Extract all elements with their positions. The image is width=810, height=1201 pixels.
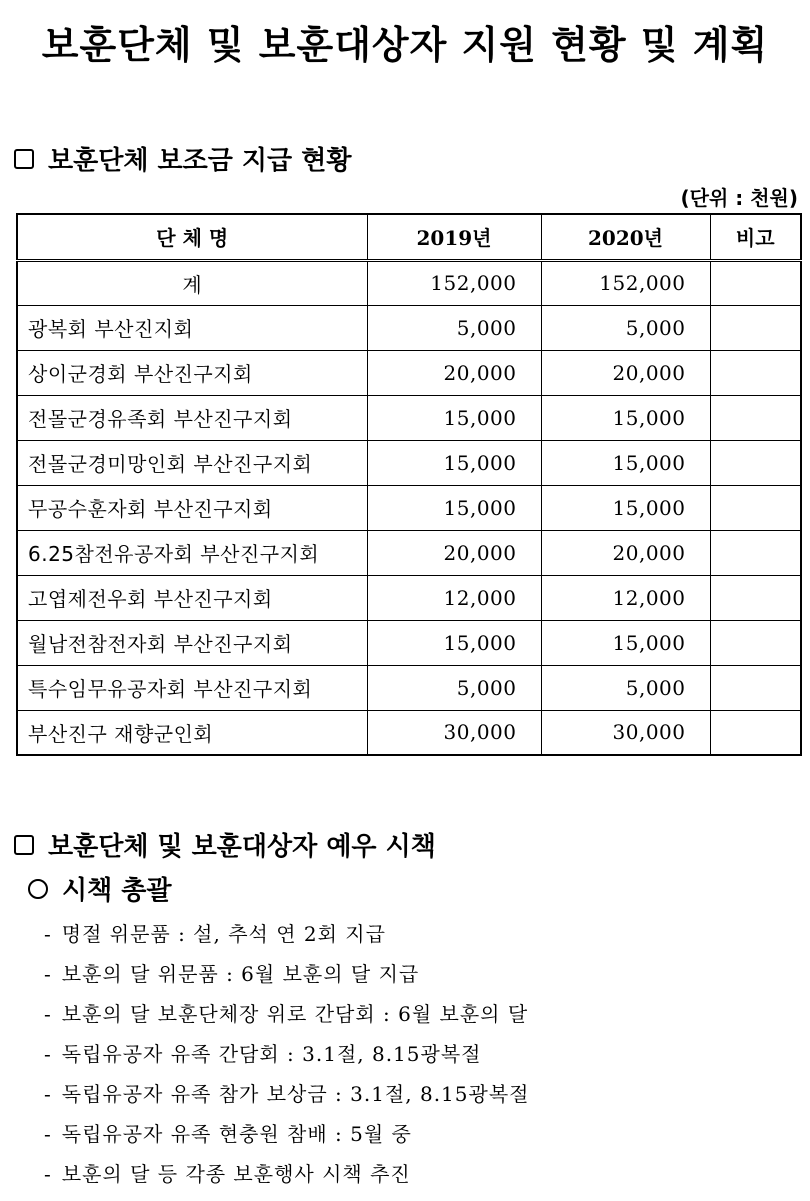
- note-cell: [710, 620, 801, 665]
- amount-2019: 15,000: [367, 440, 541, 485]
- list-item-text: 독립유공자 유족 현충원 참배 : 5월 중: [61, 1122, 412, 1146]
- note-cell: [710, 485, 801, 530]
- list-item-text: 명절 위문품 : 설, 추석 연 2회 지급: [61, 922, 386, 946]
- amount-2019: 15,000: [367, 395, 541, 440]
- dash-bullet-icon: -: [44, 1002, 52, 1026]
- amount-2020: 15,000: [541, 620, 710, 665]
- org-name: 고엽제전우회 부산진구지회: [17, 575, 367, 620]
- note-cell: [710, 530, 801, 575]
- header-2020: 2020년: [541, 214, 710, 260]
- amount-2019: 12,000: [367, 575, 541, 620]
- list-item: [44, 994, 529, 1034]
- amount-2020: 5,000: [541, 305, 710, 350]
- dash-bullet-icon: -: [44, 962, 52, 986]
- amount-2019: 15,000: [367, 485, 541, 530]
- dash-bullet-icon: -: [44, 1042, 52, 1066]
- org-name: 월남전참전자회 부산진구지회: [17, 620, 367, 665]
- note-cell: [710, 665, 801, 710]
- list-item-text: 보훈의 달 등 각종 보훈행사 시책 추진: [61, 1162, 411, 1186]
- checkbox-square-icon: [14, 835, 34, 855]
- table-row: [17, 350, 801, 395]
- org-name: 전몰군경미망인회 부산진구지회: [17, 440, 367, 485]
- table-row: [17, 665, 801, 710]
- total-note: [710, 260, 801, 305]
- org-name: 상이군경회 부산진구지회: [17, 350, 367, 395]
- amount-2019: 30,000: [367, 710, 541, 755]
- table-row: [17, 620, 801, 665]
- org-name: 광복회 부산진지회: [17, 305, 367, 350]
- table-row: [17, 530, 801, 575]
- list-item: [44, 1074, 529, 1114]
- table-row: [17, 710, 801, 755]
- amount-2020: 20,000: [541, 350, 710, 395]
- subsidy-table: [16, 213, 802, 756]
- amount-2020: 30,000: [541, 710, 710, 755]
- amount-2020: 20,000: [541, 530, 710, 575]
- amount-2019: 15,000: [367, 620, 541, 665]
- list-item: [44, 954, 529, 994]
- amount-2020: 15,000: [541, 440, 710, 485]
- header-2019: 2019년: [367, 214, 541, 260]
- circle-bullet-icon: [28, 879, 48, 899]
- amount-2020: 15,000: [541, 395, 710, 440]
- unit-note: (단위 : 천원): [680, 186, 798, 210]
- sub-heading-policy-summary: [28, 870, 172, 907]
- note-cell: [710, 575, 801, 620]
- amount-2019: 20,000: [367, 350, 541, 395]
- policy-item-list: [44, 914, 529, 1194]
- sub-heading-label: 시책 총괄: [62, 876, 172, 906]
- org-name: 무공수훈자회 부산진구지회: [17, 485, 367, 530]
- org-name: 전몰군경유족회 부산진구지회: [17, 395, 367, 440]
- table-row: [17, 395, 801, 440]
- table-row: [17, 485, 801, 530]
- section-heading-policy: [14, 826, 436, 863]
- page-title: 보훈단체 및 보훈대상자 지원 현황 및 계획: [41, 23, 769, 67]
- org-name: 6.25참전유공자회 부산진구지회: [17, 530, 367, 575]
- table-total-row: [17, 260, 801, 305]
- checkbox-square-icon: [14, 149, 34, 169]
- list-item-text: 독립유공자 유족 참가 보상금 : 3.1절, 8.15광복절: [61, 1082, 530, 1106]
- list-item-text: 보훈의 달 보훈단체장 위로 간담회 : 6월 보훈의 달: [61, 1002, 529, 1026]
- note-cell: [710, 440, 801, 485]
- total-label: 계: [17, 260, 367, 305]
- header-org-name: 단 체 명: [17, 214, 367, 260]
- amount-2020: 15,000: [541, 485, 710, 530]
- list-item-text: 독립유공자 유족 간담회 : 3.1절, 8.15광복절: [61, 1042, 482, 1066]
- note-cell: [710, 305, 801, 350]
- section-heading-policy-label: 보훈단체 및 보훈대상자 예우 시책: [48, 832, 436, 862]
- table-row: [17, 575, 801, 620]
- amount-2019: 5,000: [367, 305, 541, 350]
- amount-2020: 5,000: [541, 665, 710, 710]
- section-heading-subsidy-label: 보훈단체 보조금 지급 현황: [48, 146, 352, 176]
- note-cell: [710, 395, 801, 440]
- table-row: [17, 440, 801, 485]
- list-item: [44, 914, 529, 954]
- list-item: [44, 1034, 529, 1074]
- dash-bullet-icon: -: [44, 1162, 52, 1186]
- list-item: [44, 1114, 529, 1154]
- amount-2020: 12,000: [541, 575, 710, 620]
- note-cell: [710, 350, 801, 395]
- subsidy-table-wrapper: [16, 213, 800, 756]
- list-item: [44, 1154, 529, 1194]
- section-heading-subsidy: [14, 140, 351, 177]
- header-note: 비고: [710, 214, 801, 260]
- table-header-row: [17, 214, 801, 260]
- amount-2019: 5,000: [367, 665, 541, 710]
- amount-2019: 20,000: [367, 530, 541, 575]
- org-name: 특수임무유공자회 부산진구지회: [17, 665, 367, 710]
- table-row: [17, 305, 801, 350]
- org-name: 부산진구 재향군인회: [17, 710, 367, 755]
- total-2019: 152,000: [367, 260, 541, 305]
- total-2020: 152,000: [541, 260, 710, 305]
- note-cell: [710, 710, 801, 755]
- list-item-text: 보훈의 달 위문품 : 6월 보훈의 달 지급: [61, 962, 420, 986]
- dash-bullet-icon: -: [44, 1122, 52, 1146]
- dash-bullet-icon: -: [44, 922, 52, 946]
- dash-bullet-icon: -: [44, 1082, 52, 1106]
